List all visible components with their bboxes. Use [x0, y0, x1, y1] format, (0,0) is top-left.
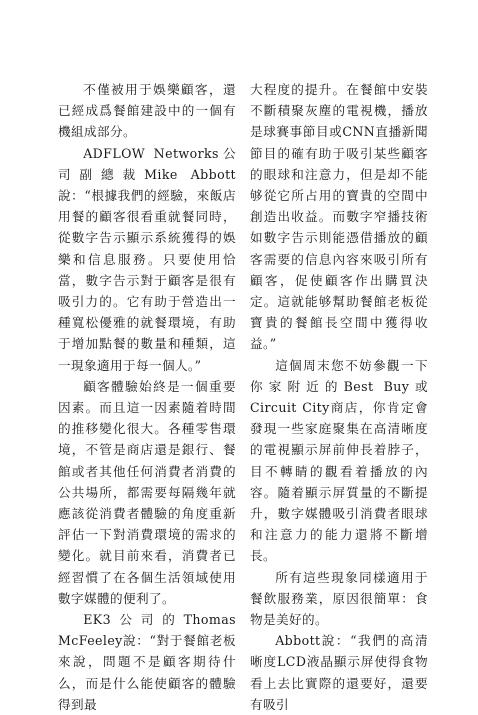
- paragraph: 所有這些現象同樣適用于餐飲服務業，原因很簡單：食物是美好的。: [250, 569, 428, 628]
- paragraph: 這個周末您不妨參觀一下你家附近的Best Buy或Circuit City商店，你肯定會發現一些家庭聚集在高清晰度的電視顯示屏前伸長着脖子，目不轉睛的觀看着播放的內容。隨着顯示屏質量的不斷提升，數字媒體吸引消費者眼球和注意力的能力還將不斷增長。: [250, 357, 428, 564]
- right-column: [250, 79, 428, 715]
- paragraph: 不僅被用于娛樂顧客，還已經成爲餐館建設中的一個有機組成部分。: [58, 82, 236, 140]
- paragraph: ADFLOW Networks公司副總裁Mike Abbott說：“根據我們的經驗，來飯店用餐的顧客很看重就餐同時，從數字告示顯示系統獲得的娛樂和信息服務。只要使用恰當，數字告示對于顧客是很有吸引力的。它有助于營造出一種寬松優雅的就餐環境，有助于增加點餐的數量和種類，這一現象適用于每一個人。”: [58, 145, 236, 373]
- paragraph: 大程度的提升。在餐館中安裝不斷積聚灰塵的電視機，播放是球賽事節目或CNN直播新聞節目的確有助于吸引某些顧客的眼球和注意力，但是却不能够從它所占用的寶貴的空間中創造出收益。而數字窄播技術如數字告示則能憑借播放的顧客需要的信息內容來吸引所有顧客，促使顧客作出購買決定。這就能够幫助餐館老板從寶貴的餐館長空間中獲得收益。”: [250, 82, 428, 352]
- paragraph: Abbott說：“我們的高清晰度LCD液晶顯示屏使得食物看上去比實際的還要好，還要有吸引: [250, 633, 428, 712]
- paragraph: EK3公司的Thomas McFeeley說：“對于餐館老板來說，問題不是顧客期待什么，而是什么能使顧客的體驗得到最: [58, 612, 236, 712]
- left-column: [58, 79, 236, 715]
- paragraph: 顧客體驗始終是一個重要因素。而且這一因素隨着時間的推移變化很大。各種零售環境，不管是商店還是銀行、餐館或者其他任何消費者消費的公共場所，都需要每隔幾年就應該從消費者體驗的角度重新評估一下對消費環境的需求的變化。就目前來看，消費者已經習慣了在各個生活領域使用數字媒體的便利了。: [58, 378, 236, 606]
